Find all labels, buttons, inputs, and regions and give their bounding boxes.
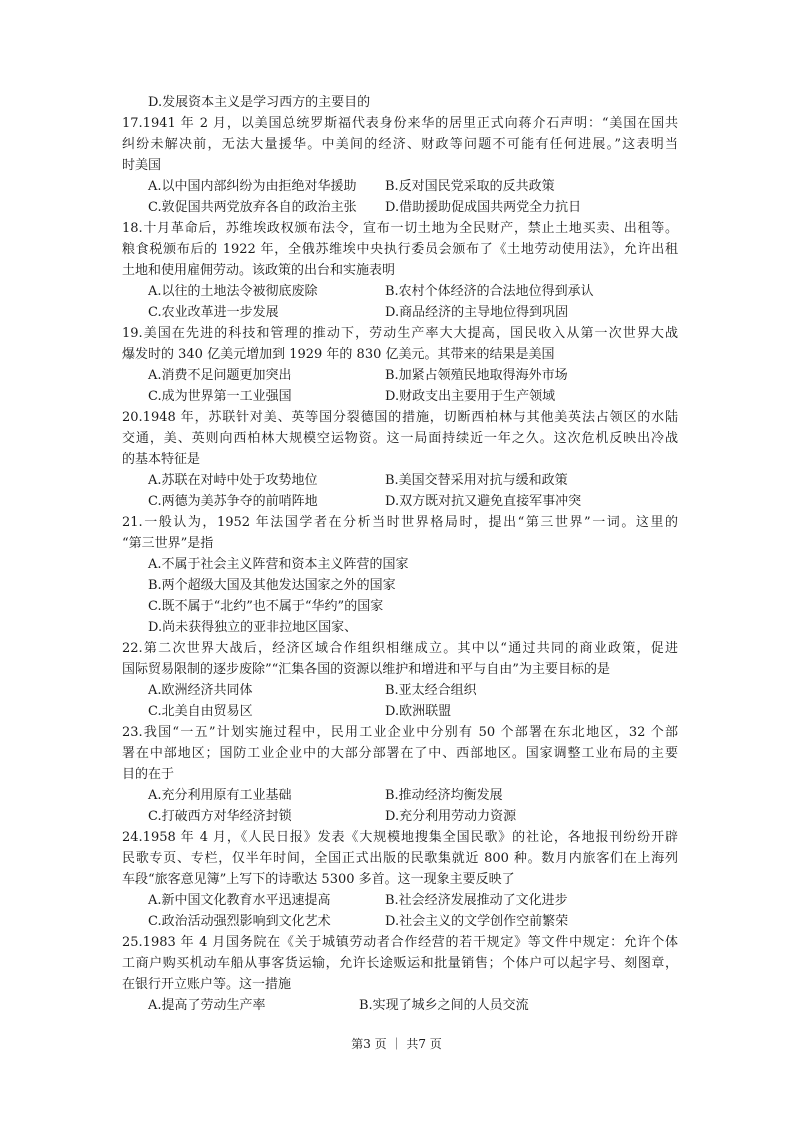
answer-option: D.借助援助促成国共两党全力抗日	[385, 200, 582, 215]
page-content	[122, 92, 678, 1016]
answer-option: A.充分利用原有工业基础	[148, 788, 292, 803]
answer-option: C.打破西方对华经济封锁	[148, 809, 292, 824]
answer-option: B.社会经济发展推动了文化进步	[385, 893, 568, 908]
page-footer: 第3 页 ｜ 共7 页	[351, 1037, 442, 1051]
question-text-line: 民歌专页、专栏，仅半年时间，全国正式出版的民歌集就近 800 种。数月内旅客们在上海列	[122, 851, 678, 866]
answer-option: C.成为世界第一工业强国	[148, 389, 292, 404]
answer-option: A.提高了劳动生产率	[148, 998, 266, 1013]
answer-options-row	[122, 680, 678, 701]
question-text-line: 粮食税颁布后的 1922 年，全俄苏维埃中央执行委员会颁布了《土地劳动使用法》，允许出租	[122, 242, 678, 257]
answer-options-row	[122, 197, 678, 218]
answer-option: A.以往的土地法令被彻底废除	[148, 284, 318, 299]
question-text-line: 17.1941 年 2 月，以美国总统罗斯福代表身份来华的居里正式向蒋介石声明：“美国在国共	[122, 116, 678, 131]
question-text-line: 国际贸易限制的逐步废除”“汇集各国的资源以维护和增进和平与自由”为主要目标的是	[122, 662, 610, 677]
question-text-line: 纠纷未解决前，无法大量援华。中美间的经济、财政等问题不可能有任何进展。”这表明当	[122, 137, 678, 152]
question-text-line: 25.1983 年 4 月国务院在《关于城镇劳动者合作经营的若干规定》等文件中规定：允许个体	[122, 935, 678, 950]
answer-option: D.双方既对抗又避免直接军事冲突	[385, 494, 582, 509]
answer-option: D.财政支出主要用于生产领域	[385, 389, 556, 404]
answer-options-row	[122, 806, 678, 827]
answer-options-row	[122, 365, 678, 386]
question-text-line: 工商户购买机动车船从事客货运输，允许长途贩运和批量销售；个体户可以起字号、刻图章，	[122, 956, 678, 971]
answer-option: C.农业改革进一步发展	[148, 305, 279, 320]
answer-option: D.社会主义的文学创作空前繁荣	[385, 914, 569, 929]
answer-option: B.两个超级大国及其他发达国家之外的国家	[148, 578, 396, 593]
question-text-line: 18.十月革命后，苏维埃政权颁布法令，宣布一切土地为全民财产，禁止土地买卖、出租等。	[122, 221, 678, 236]
answer-option: A.不属于社会主义阵营和资本主义阵营的国家	[148, 557, 409, 572]
answer-options-row	[122, 995, 678, 1016]
answer-options-row	[122, 176, 678, 197]
answer-options-row	[122, 302, 678, 323]
answer-options-row	[122, 386, 678, 407]
question-text-line: 土地和使用雇佣劳动。该政策的出台和实施表明	[122, 263, 396, 278]
answer-option: B.亚太经合组织	[385, 683, 477, 698]
answer-option: C.政治活动强烈影响到文化艺术	[148, 914, 331, 929]
answer-option: A.新中国文化教育水平迅速提高	[148, 893, 331, 908]
answer-option: B.反对国民党采取的反共政策	[385, 179, 555, 194]
answer-options-row	[122, 701, 678, 722]
answer-options-row	[122, 890, 678, 911]
answer-option: D.欧洲联盟	[385, 704, 452, 719]
answer-option: B.推动经济均衡发展	[385, 788, 503, 803]
answer-option: D.商品经济的主导地位得到巩固	[385, 305, 569, 320]
answer-option: C.敦促国共两党放弃各自的政治主张	[148, 200, 357, 215]
answer-option: D.充分利用劳动力资源	[385, 809, 517, 824]
answer-option: B.美国交替采用对抗与缓和政策	[385, 473, 568, 488]
answer-option: A.以中国内部纠纷为由拒绝对华援助	[148, 179, 357, 194]
answer-option: D.发展资本主义是学习西方的主要目的	[148, 95, 371, 110]
answer-option: C.北美自由贸易区	[148, 704, 253, 719]
question-text-line: 23.我国“一五”计划实施过程中，民用工业企业中分别有 50 个部署在东北地区，32 个部	[122, 725, 678, 740]
answer-option: B.加紧占领殖民地取得海外市场	[385, 368, 568, 383]
answer-option: D.尚未获得独立的亚非拉地区国家、	[148, 620, 358, 635]
question-text-line: 20.1948 年，苏联针对美、英等国分裂德国的措施，切断西柏林与其他美英法占领区的水陆	[122, 410, 678, 425]
answer-option: C.既不属于“北约”也不属于“华约”的国家	[148, 599, 384, 614]
answer-option: A.苏联在对峙中处于攻势地位	[148, 473, 318, 488]
answer-options-row	[122, 785, 678, 806]
answer-options-row	[122, 281, 678, 302]
answer-options-row	[122, 470, 678, 491]
question-text-line: 交通，美、英则向西柏林大规模空运物资。这一局面持续近一年之久。这次危机反映出冷战	[122, 431, 678, 446]
answer-option: C.两德为美苏争夺的前哨阵地	[148, 494, 318, 509]
question-text-line: 21.一般认为，1952 年法国学者在分析当时世界格局时，提出“第三世界”一词。这里的	[122, 515, 678, 530]
answer-option: A.欧洲经济共同体	[148, 683, 253, 698]
question-text-line: 目的在于	[122, 767, 175, 782]
answer-option: A.消费不足问题更加突出	[148, 368, 292, 383]
answer-option: B.实现了城乡之间的人员交流	[359, 998, 529, 1013]
question-text-line: 时美国	[122, 158, 162, 173]
question-text-line: 22.第二次世界大战后，经济区域合作组织相继成立。其中以“通过共同的商业政策，促进	[122, 641, 678, 656]
question-text-line: 的基本特征是	[122, 452, 201, 467]
question-text-line: 24.1958 年 4 月，《人民日报》发表《大规模地搜集全国民歌》的社论，各地报刊纷纷开辟	[122, 830, 678, 845]
question-text-line: 爆发时的 340 亿美元增加到 1929 年的 830 亿美元。其带来的结果是美国	[122, 347, 555, 362]
answer-options-row	[122, 911, 678, 932]
question-text-line: 19.美国在先进的科技和管理的推动下，劳动生产率大大提高，国民收入从第一次世界大战	[122, 326, 678, 341]
question-text-line: 车段“旅客意见簿”上写下的诗歌达 5300 多首。这一现象主要反映了	[122, 872, 515, 887]
answer-options-row	[122, 491, 678, 512]
answer-option: B.农村个体经济的合法地位得到承认	[385, 284, 594, 299]
question-text-line: 在银行开立账户等。这一措施	[122, 977, 292, 992]
question-text-line: 署在中部地区；国防工业企业中的大部分部署在了中、西部地区。国家调整工业布局的主要	[122, 746, 678, 761]
question-text-line: “第三世界”是指	[122, 536, 214, 551]
